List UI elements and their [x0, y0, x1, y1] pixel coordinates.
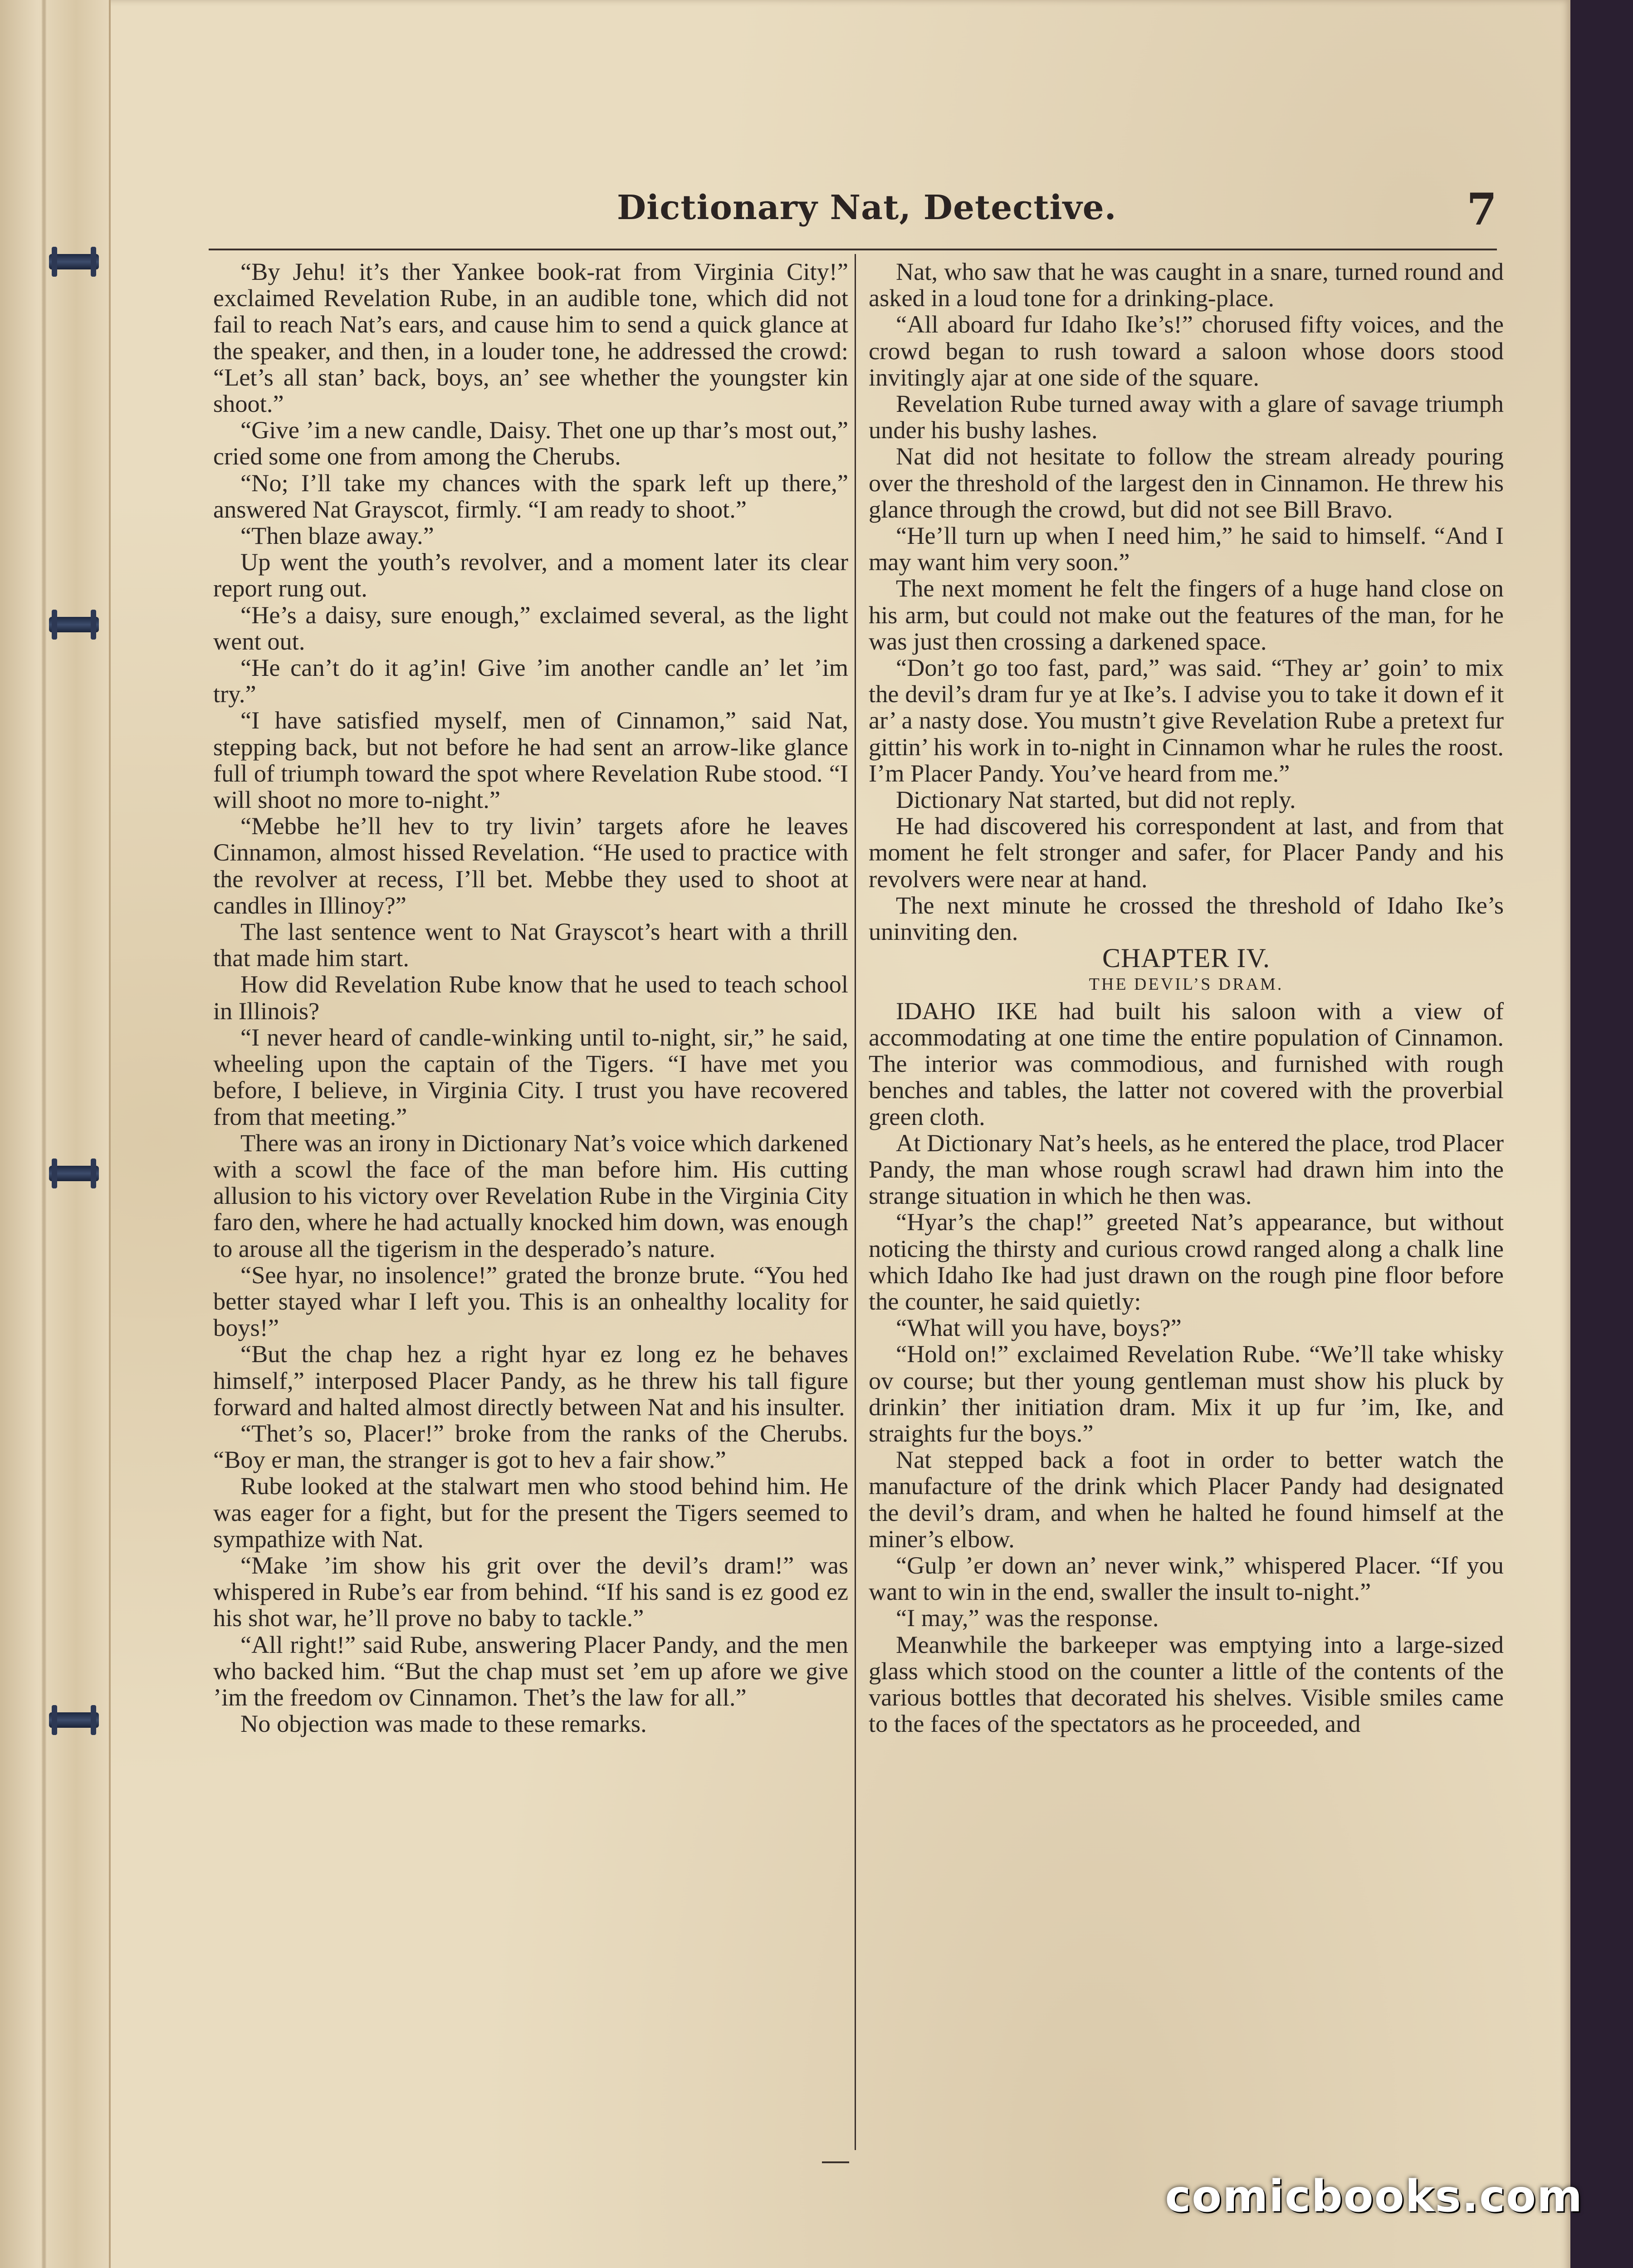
paragraph: “Make ’im show his grit over the devil’s dram!” was whispered in Rube’s ear from behind. “If his sand is ez good ez his shot war, he’ll prove no baby to tackle.”	[213, 1551, 848, 1632]
header-rule	[209, 249, 1497, 250]
paragraph: “Gulp ’er down an’ never wink,” whispered Placer. “If you want to win in the end, swaller the insult to-night.”	[869, 1551, 1504, 1606]
right-column	[869, 259, 1504, 2164]
paragraph: “Thet’s so, Placer!” broke from the ranks of the Cherubs. “Boy er man, the stranger is got to hev a fair show.”	[213, 1419, 848, 1474]
paragraph: “Don’t go too fast, pard,” was said. “They ar’ goin’ to mix the devil’s dram fur ye at Ike’s. I advise you to take it down ef it ar’ a nasty dose. You mustn’t give Revelation Rube a pretext fur gittin’ his work in to-night in Cinnamon whar he rules the roost. I’m Placer Pandy. You’ve heard from me.”	[869, 654, 1504, 787]
running-title: Dictionary Nat, Detective.	[617, 188, 1117, 227]
paragraph: The next moment he felt the fingers of a huge hand close on his arm, but could not make out the features of the man, for he was just then crossing a darkened space.	[869, 575, 1504, 655]
paragraph: He had discovered his correspondent at last, and from that moment he felt stronger and safer, for Placer Pandy and his revolvers were near at hand.	[869, 812, 1504, 893]
paragraph: “But the chap hez a right hyar ez long ez he behaves himself,” interposed Placer Pandy, as he threw his tall figure forward and halted almost directly between Nat and his insulter.	[213, 1340, 848, 1421]
paragraph: Nat did not hesitate to follow the stream already pouring over the threshold of the largest den in Cinnamon. He threw his glance through the crowd, but did not see Bill Bravo.	[869, 443, 1504, 523]
staple-icon	[49, 1166, 99, 1181]
paragraph: Revelation Rube turned away with a glare of savage triumph under his bushy lashes.	[869, 390, 1504, 444]
paragraph: Nat, who saw that he was caught in a snare, turned round and asked in a loud tone for a drinking-place.	[869, 258, 1504, 312]
paragraph: No objection was made to these remarks.	[240, 1710, 647, 1738]
paragraph: “See hyar, no insolence!” grated the bronze brute. “You hed better stayed whar I left you. This is an onhealthy locality for boys!”	[213, 1261, 848, 1342]
paragraph: “He’s a daisy, sure enough,” exclaimed several, as the light went out.	[213, 601, 848, 655]
paragraph: “I have satisfied myself, men of Cinnamon,” said Nat, stepping back, but not before he had sent an arrow-like glance full of triumph toward the spot where Revelation Rube stood. “I will shoot no more to-night.”	[213, 707, 848, 814]
paragraph: The next minute he crossed the threshold of Idaho Ike’s uninviting den.	[869, 891, 1504, 946]
spine-fold	[42, 0, 46, 2268]
column-divider	[855, 254, 856, 2150]
staple-icon	[49, 1712, 99, 1728]
paragraph: “Hold on!” exclaimed Revelation Rube. “We’ll take whisky ov course; but ther young gentleman must show his pluck by drinkin’ ther initiation dram. Mix it up fur ’im, Ike, and straights fur the boys.”	[869, 1340, 1504, 1447]
paragraph: The last sentence went to Nat Grayscot’s heart with a thrill that made him start.	[213, 918, 848, 972]
paragraph: Rube looked at the stalwart men who stood behind him. He was eager for a fight, but for the present the Tigers seemed to sympathize with Nat.	[213, 1472, 848, 1553]
paragraph: “No; I’ll take my chances with the spark left up there,” answered Nat Grayscot, firmly. “I am ready to shoot.”	[213, 469, 848, 523]
paragraph: At Dictionary Nat’s heels, as he entered the place, trod Placer Pandy, the man whose rough scrawl had drawn him into the strange situation in which he then was.	[869, 1129, 1504, 1210]
paragraph: Dictionary Nat started, but did not reply.	[896, 786, 1296, 814]
paragraph: “Hyar’s the chap!” greeted Nat’s appearance, but without noticing the thirsty and curious crowd ranged along a chalk line which Idaho Ike had just drawn on the rough pine floor before the counter, he said quietly:	[869, 1208, 1504, 1315]
left-column	[213, 259, 848, 2164]
paragraph: “What will you have, boys?”	[896, 1314, 1182, 1342]
page-spine	[0, 0, 111, 2268]
paragraph: “All right!” said Rube, answering Placer Pandy, and the men who backed him. “But the chap must set ’em up afore we give ’im the freedom ov Cinnamon. Thet’s the law for all.”	[213, 1631, 848, 1711]
chapter-subtitle: THE DEVIL’S DRAM.	[1089, 975, 1284, 994]
site-watermark: comicbooks.com	[1165, 2171, 1583, 2222]
paragraph: Up went the youth’s revolver, and a moment later its clear report rung out.	[213, 548, 848, 602]
paragraph: “He can’t do it ag’in! Give ’im another candle an’ let ’im try.”	[213, 654, 848, 708]
paragraph: “He’ll turn up when I need him,” he said to himself. “And I may want him very soon.”	[869, 522, 1504, 576]
paragraph: “Then blaze away.”	[240, 522, 434, 550]
staple-icon	[49, 617, 99, 632]
paragraph: Meanwhile the barkeeper was emptying into a large-sized glass which stood on the counter a little of the contents of the various bottles that decorated his shelves. Visible smiles came to the faces of the spectators as he proceeded, and	[869, 1631, 1504, 1738]
paragraph: “I may,” was the response.	[896, 1604, 1159, 1632]
paragraph: “Mebbe he’ll hev to try livin’ targets afore he leaves Cinnamon, almost hissed Revelation. “He used to practice with the revolver at recess, I’ll bet. Mebbe they used to shoot at candles in Illinoy?”	[213, 812, 848, 919]
paragraph: “By Jehu! it’s ther Yankee book-rat from Virginia City!” exclaimed Revelation Rube, in an audible tone, which did not fail to reach Nat’s ears, and cause him to send a quick glance at the speaker, and then, in a louder tone, he addressed the crowd: “Let’s all stan’ back, boys, an’ see whether the youngster kin shoot.”	[213, 258, 848, 418]
staple-icon	[49, 254, 99, 269]
paragraph: “I never heard of candle-winking until to-night, sir,” he said, wheeling upon the captain of the Tigers. “I have met you before, I believe, in Virginia City. I trust you have recovered from that meeting.”	[213, 1023, 848, 1130]
page-number: 7	[1467, 184, 1497, 235]
paragraph: How did Revelation Rube know that he used to teach school in Illinois?	[213, 971, 848, 1025]
bottom-dash	[822, 2161, 849, 2163]
paragraph: “Give ’im a new candle, Daisy. Thet one up thar’s most out,” cried some one from among the Cherubs.	[213, 416, 848, 470]
paragraph: Nat stepped back a foot in order to better watch the manufacture of the drink which Placer Pandy had designated the devil’s dram, and when he halted he found himself at the miner’s elbow.	[869, 1446, 1504, 1553]
paragraph: IDAHO IKE had built his saloon with a view of accommodating at one time the entire population of Cinnamon. The interior was commodious, and furnished with rough benches and tables, the latter not covered with the proverbial green cloth.	[869, 997, 1504, 1130]
running-header	[209, 184, 1497, 238]
chapter-heading: CHAPTER IV.	[1102, 943, 1270, 973]
paragraph: “All aboard fur Idaho Ike’s!” chorused fifty voices, and the crowd began to rush toward a saloon whose doors stood invitingly ajar at one side of the square.	[869, 311, 1504, 391]
paragraph: There was an irony in Dictionary Nat’s voice which darkened with a scowl the face of the man before him. His cutting allusion to his victory over Revelation Rube in the Virginia City faro den, where he had actually knocked him down, was enough to arouse all the tigerism in the desperado’s nature.	[213, 1129, 848, 1262]
